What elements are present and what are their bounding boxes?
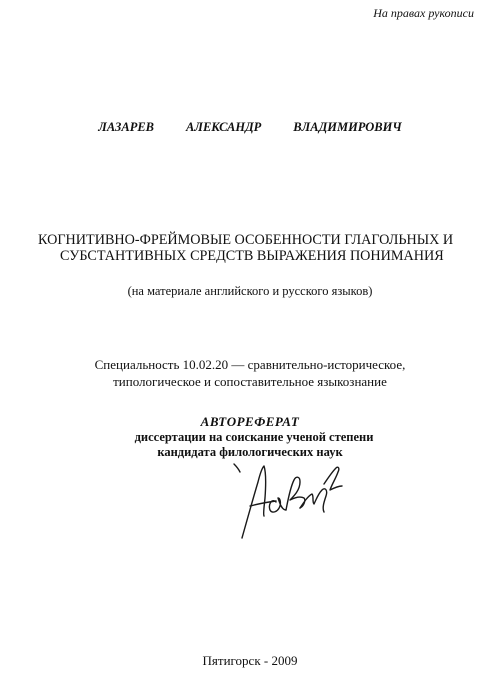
title-line-2: СУБСТАНТИВНЫХ СРЕДСТВ ВЫРАЖЕНИЯ ПОНИМАНИЯ bbox=[60, 248, 444, 264]
subtitle: (на материале английского и русского языков) bbox=[127, 284, 373, 298]
author-patronymic: ВЛАДИМИРОВИЧ bbox=[293, 120, 402, 134]
dissertation-title bbox=[38, 232, 478, 264]
title-line-1: КОГНИТИВНО-ФРЕЙМОВЫЕ ОСОБЕННОСТИ ГЛАГОЛЬНЫХ И bbox=[38, 232, 454, 248]
specialty-line-1: Специальность 10.02.20 — сравнительно-историческое, bbox=[94, 357, 406, 372]
abstract-line-1: диссертации на соискание ученой степени bbox=[134, 430, 374, 444]
author-name bbox=[0, 120, 500, 135]
author-first-name: АЛЕКСАНДР bbox=[186, 120, 262, 134]
city-year: Пятигорск - 2009 bbox=[202, 653, 298, 668]
abstract-line-2: кандидата филологических наук bbox=[157, 445, 343, 459]
abstract-heading: АВТОРЕФЕРАТ bbox=[200, 414, 300, 429]
specialty-block bbox=[0, 356, 500, 390]
handwritten-signature bbox=[228, 454, 350, 542]
author-surname: ЛАЗАРЕВ bbox=[98, 120, 155, 134]
rights-note: На правах рукописи bbox=[373, 6, 474, 20]
specialty-line-2: типологическое и сопоставительное языкознание bbox=[113, 374, 387, 389]
